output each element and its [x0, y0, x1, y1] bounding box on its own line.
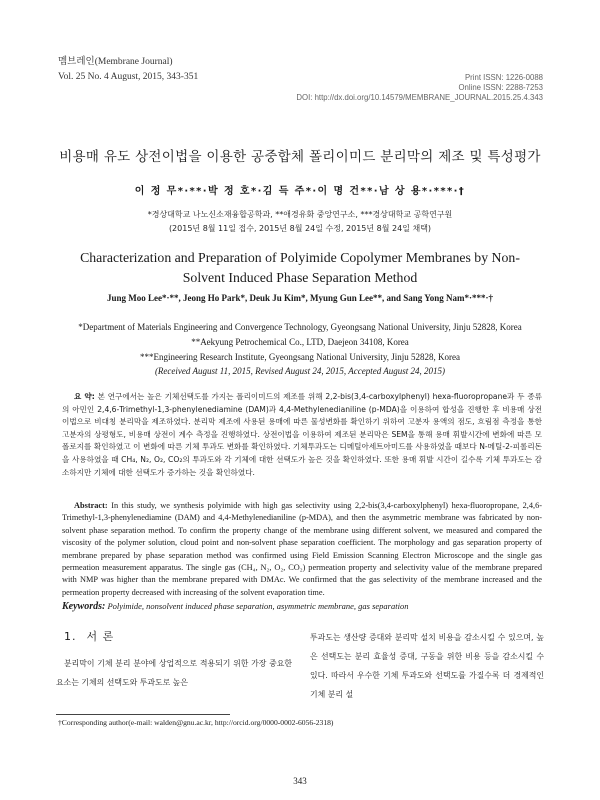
body-paragraph: 투과도는 생산량 증대와 분리막 설치 비용을 감소시킬 수 있으며, 높은 선택도는 분리 효율성 증대, 구동을 위한 비용 등을 감소시킬 수 있다. 따라서 우수한 기체 투과도와 선택도를 가질수록 더 경제적인 기체 분리 설: [310, 633, 544, 699]
section-heading-introduction: [64, 628, 292, 644]
corresponding-author-footnote: †Corresponding author(e-mail: walden@gnu.ac.kr, http://orcid.org/0000-0002-6056-2318): [58, 718, 334, 727]
affiliations-korean: [0, 208, 600, 235]
issn-block: [296, 73, 543, 103]
abstract-korean-label: 요 약:: [74, 392, 95, 401]
online-issn: Online ISSN: 2288-7253: [458, 83, 543, 92]
authors-korean: 이 정 무*·**·박 정 호*·김 득 주*·이 명 건**·남 상 용*·***·†: [134, 186, 466, 197]
paper-title-english: Characterization and Preparation of Polyimide Copolymer Membranes by Non-Solvent Induced Phase Separation Method: [80, 250, 520, 285]
doi-link[interactable]: DOI: http://dx.doi.org/10.14579/MEMBRANE_JOURNAL.2015.25.4.343: [296, 93, 543, 102]
abstract-korean: [62, 391, 542, 479]
abstract-english-text: In this study, we synthesis polyimide with high gas selectivity using 2,2-bis(3,4-carboxylphenyl) hexa-fluoropropane, 2,4,6-Trimethyl-1,3-phenylenediamine (DAM) and 4,4-Methylenedianiline (p-MDA), and then the asymmetric membrane was fabricated by non-solvent phase separation method. To confirm the property change of the membrane using different solvent, we measured and compared the viscosity of the polymer solution, cloud point and non-solvent phase separation coefficient. The morphology and gas separation property of membrane prepared by phase separation method was confirmed using Field Emission Scanning Electron Microscope and the single gas permeation measurement apparatus. The single gas (CH₄, N₂, O₂, CO₂) permeation property and selectivity value of the membrane prepared with NMP was higher than the membrane prepared with DMAc. We confirmed that the gas selectivity of the membrane increased and the permeation property decreased with increasing of the solvent evaporation time.: [62, 501, 542, 597]
affiliation-line: ***Engineering Research Institute, Gyeongsang National University, Jinju 52828, Korea: [139, 351, 461, 362]
affiliation-line: **Aekyung Petrochemical Co., LTD, Daejeon 34108, Korea: [191, 336, 409, 347]
keywords: [62, 601, 542, 612]
authors-english: Jung Moo Lee*·**, Jeong Ho Park*, Deuk Ju Kim*, Myung Gun Lee**, and Sang Yong Nam*·***·†: [107, 293, 493, 303]
keywords-text: Polyimide, nonsolvent induced phase separation, asymmetric membrane, gas separation: [107, 601, 409, 611]
abstract-english-label: Abstract:: [74, 501, 108, 510]
abstract-korean-text: 본 연구에서는 높은 기체선택도를 가지는 폴리이미드의 제조를 위해 2,2-bis(3,4-carboxylphenyl) hexa-fluoropropane과 두 종류의 아민인 2,4,6-Trimethyl-1,3-phenylenediamine (DAM)과 4,4-Methylenedianiline (p-MDA)을 이용하여 합성을 진행한 후 비용매 상전이법으로 비대칭 분리막을 제조하였다. 분리막 제조에 사용된 용매에 따른 물성변화를 확인하기 위하여 고분자 용액의 점도, 흐림점 측정을 통한 고분자의 상평형도, 비용매 상전이 계수 측정을 진행하였다. 상전이법을 이용하여 제조된 분리막은 SEM을 통해 용매 휘발시간에 변화에 따른 모폴로지를 확인하였고 이 변화에 따른 기체 투과도 변화를 확인하였다. 기체투과도는 디메틸아세트아미드를 사용하였을 때보다 N-메틸-2-피롤리돈을 사용하였을 때 CH₄, N₂, O₂, CO₂의 투과도와 각 기체에 대한 선택도가 높은 것을 확인하였다. 또한 용매 휘발 시간이 길수록 기체 투과도는 감소하지만 기체에 대한 선택도가 증가하는 것을 확인하였다.: [62, 392, 543, 477]
body-column-right: [310, 628, 544, 704]
section-number: 1.: [64, 630, 77, 643]
affiliations-english: [0, 320, 600, 379]
section-title: 서 론: [86, 630, 115, 643]
affiliation-line: *Department of Materials Engineering and Convergence Technology, Gyeongsang National University, Jinju 52828, Korea: [78, 322, 522, 332]
affiliation-line: *경상대학교 나노신소재융합공학과, **애경유화 중앙연구소, ***경상대학교 공학연구원: [147, 210, 453, 219]
journal-header: [58, 55, 198, 85]
page-number: 343: [293, 776, 307, 786]
journal-citation: Vol. 25 No. 4 August, 2015, 343-351: [58, 72, 199, 82]
submission-dates-english: (Received August 11, 2015, Revised August 24, 2015, Accepted August 24, 2015): [154, 366, 446, 377]
paper-title-korean: 비용매 유도 상전이법을 이용한 공중합체 폴리이미드 분리막의 제조 및 특성평가: [59, 149, 541, 165]
submission-dates-korean: (2015년 8월 11일 접수, 2015년 8월 24일 수정, 2015년 8월 24일 채택): [168, 223, 432, 233]
print-issn: Print ISSN: 1226-0088: [464, 73, 543, 82]
body-column-left: [56, 628, 292, 692]
keywords-label: Keywords:: [62, 601, 106, 612]
body-paragraph: 분리막이 기체 분리 분야에 상업적으로 적용되기 위한 가장 중요한 요소는 기체의 선택도와 투과도로 높은: [56, 659, 292, 687]
abstract-english: [62, 500, 542, 599]
journal-name: 멤브레인(Membrane Journal): [58, 57, 173, 67]
footnote-divider: [56, 714, 230, 715]
